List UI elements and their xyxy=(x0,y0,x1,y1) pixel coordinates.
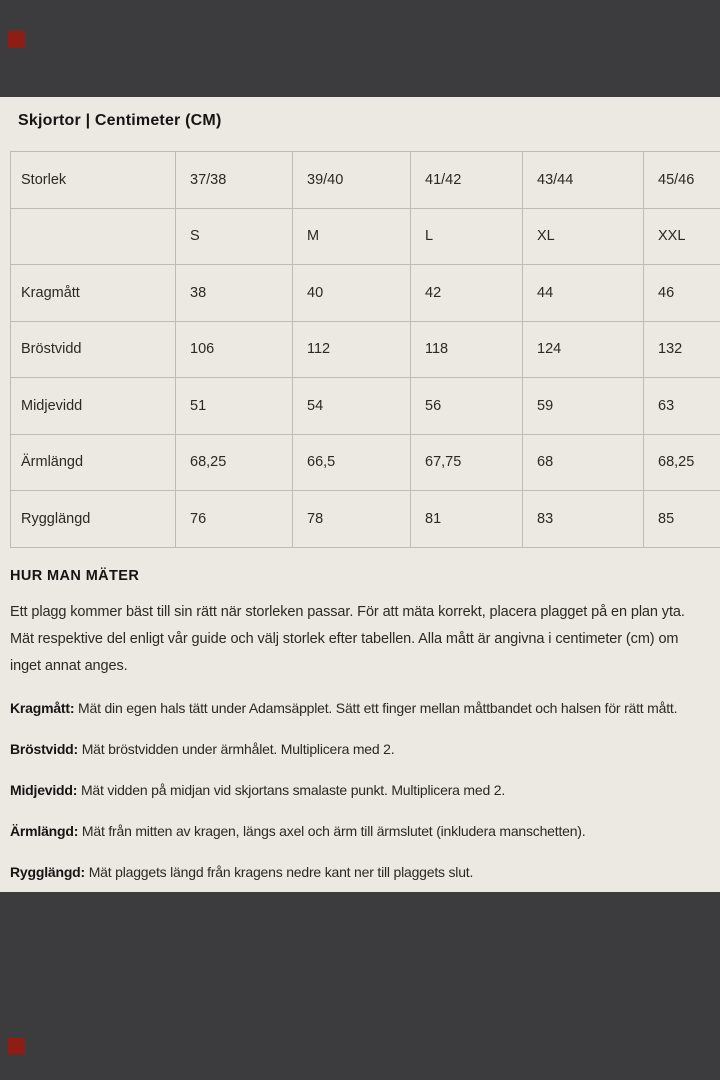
table-cell: 46 xyxy=(644,265,720,322)
row-label: Ärmlängd xyxy=(11,434,176,491)
table-cell: M xyxy=(293,208,411,265)
table-cell: 59 xyxy=(523,378,644,435)
row-label: Storlek xyxy=(11,152,176,209)
table-row xyxy=(11,152,720,209)
table-row xyxy=(11,208,720,265)
table-cell: 68,25 xyxy=(176,434,293,491)
table-cell: 37/38 xyxy=(176,152,293,209)
table-cell: 39/40 xyxy=(293,152,411,209)
measure-text: Mät din egen hals tätt under Adamsäpplet. Sätt ett finger mellan måttbandet och halsen för rätt mått. xyxy=(78,699,678,716)
table-cell: 51 xyxy=(176,378,293,435)
table-cell: 41/42 xyxy=(411,152,523,209)
measure-definition-armlangd xyxy=(10,821,710,841)
size-guide-content xyxy=(0,97,720,892)
table-cell: 67,75 xyxy=(411,434,523,491)
measure-text: Mät från mitten av kragen, längs axel och ärm till ärmslutet (inkludera manschetten). xyxy=(81,822,586,839)
table-cell: 44 xyxy=(523,265,644,322)
table-cell: 68,25 xyxy=(644,434,720,491)
table-cell: 54 xyxy=(293,378,411,435)
table-cell: 45/46 xyxy=(644,152,720,209)
table-cell: 78 xyxy=(293,491,411,548)
measure-text: Mät vidden på midjan vid skjortans smalaste punkt. Multiplicera med 2. xyxy=(80,781,506,798)
table-row xyxy=(11,434,720,491)
table-cell: 83 xyxy=(523,491,644,548)
row-label: Kragmått xyxy=(11,265,176,322)
table-cell: 118 xyxy=(411,321,523,378)
size-table-wrap xyxy=(10,151,720,548)
measure-text: Mät bröstvidden under ärmhålet. Multiplicera med 2. xyxy=(81,740,395,757)
table-cell: 85 xyxy=(644,491,720,548)
table-cell: 43/44 xyxy=(523,152,644,209)
table-cell: 66,5 xyxy=(293,434,411,491)
size-table xyxy=(10,151,720,548)
measure-text: Mät plaggets längd från kragens nedre kant ner till plaggets slut. xyxy=(88,863,474,880)
row-label xyxy=(11,208,176,265)
measure-term: Ärmlängd: xyxy=(10,822,79,839)
table-cell: 56 xyxy=(411,378,523,435)
table-cell: 76 xyxy=(176,491,293,548)
guide-heading: HUR MAN MÄTER xyxy=(10,567,140,584)
top-band xyxy=(0,0,720,97)
red-logo-mark-top xyxy=(8,31,25,48)
row-label: Bröstvidd xyxy=(11,321,176,378)
table-cell: 68 xyxy=(523,434,644,491)
table-cell: 106 xyxy=(176,321,293,378)
red-logo-mark-bottom xyxy=(8,1038,25,1055)
table-cell: XL xyxy=(523,208,644,265)
table-cell: 42 xyxy=(411,265,523,322)
page-title: Skjortor | Centimeter (CM) xyxy=(18,112,222,129)
bottom-band xyxy=(0,892,720,1080)
measure-term: Bröstvidd: xyxy=(10,740,79,757)
measure-definition-kragmatt xyxy=(10,698,710,718)
table-cell: S xyxy=(176,208,293,265)
table-cell: L xyxy=(411,208,523,265)
table-cell: 40 xyxy=(293,265,411,322)
table-cell: 81 xyxy=(411,491,523,548)
table-cell: 124 xyxy=(523,321,644,378)
measure-definition-brostvidd xyxy=(10,739,710,759)
measure-term: Midjevidd: xyxy=(10,781,78,798)
guide-intro: Ett plagg kommer bäst till sin rätt när storleken passar. För att mäta korrekt, placera plagget på en plan yta. Mät respektive del enligt vår guide och välj storlek efter tabellen. Alla mått är angivna i centimeter (cm) om inget annat anges. xyxy=(10,603,685,674)
table-cell: XXL xyxy=(644,208,720,265)
table-cell: 112 xyxy=(293,321,411,378)
measure-term: Kragmått: xyxy=(10,699,75,716)
measure-term: Rygglängd: xyxy=(10,863,85,880)
measure-definition-rygglangd xyxy=(10,862,710,882)
table-row xyxy=(11,491,720,548)
table-cell: 132 xyxy=(644,321,720,378)
table-row xyxy=(11,378,720,435)
row-label: Midjevidd xyxy=(11,378,176,435)
measure-definition-midjevidd xyxy=(10,780,710,800)
row-label: Rygglängd xyxy=(11,491,176,548)
table-row xyxy=(11,265,720,322)
table-row xyxy=(11,321,720,378)
table-cell: 63 xyxy=(644,378,720,435)
table-cell: 38 xyxy=(176,265,293,322)
